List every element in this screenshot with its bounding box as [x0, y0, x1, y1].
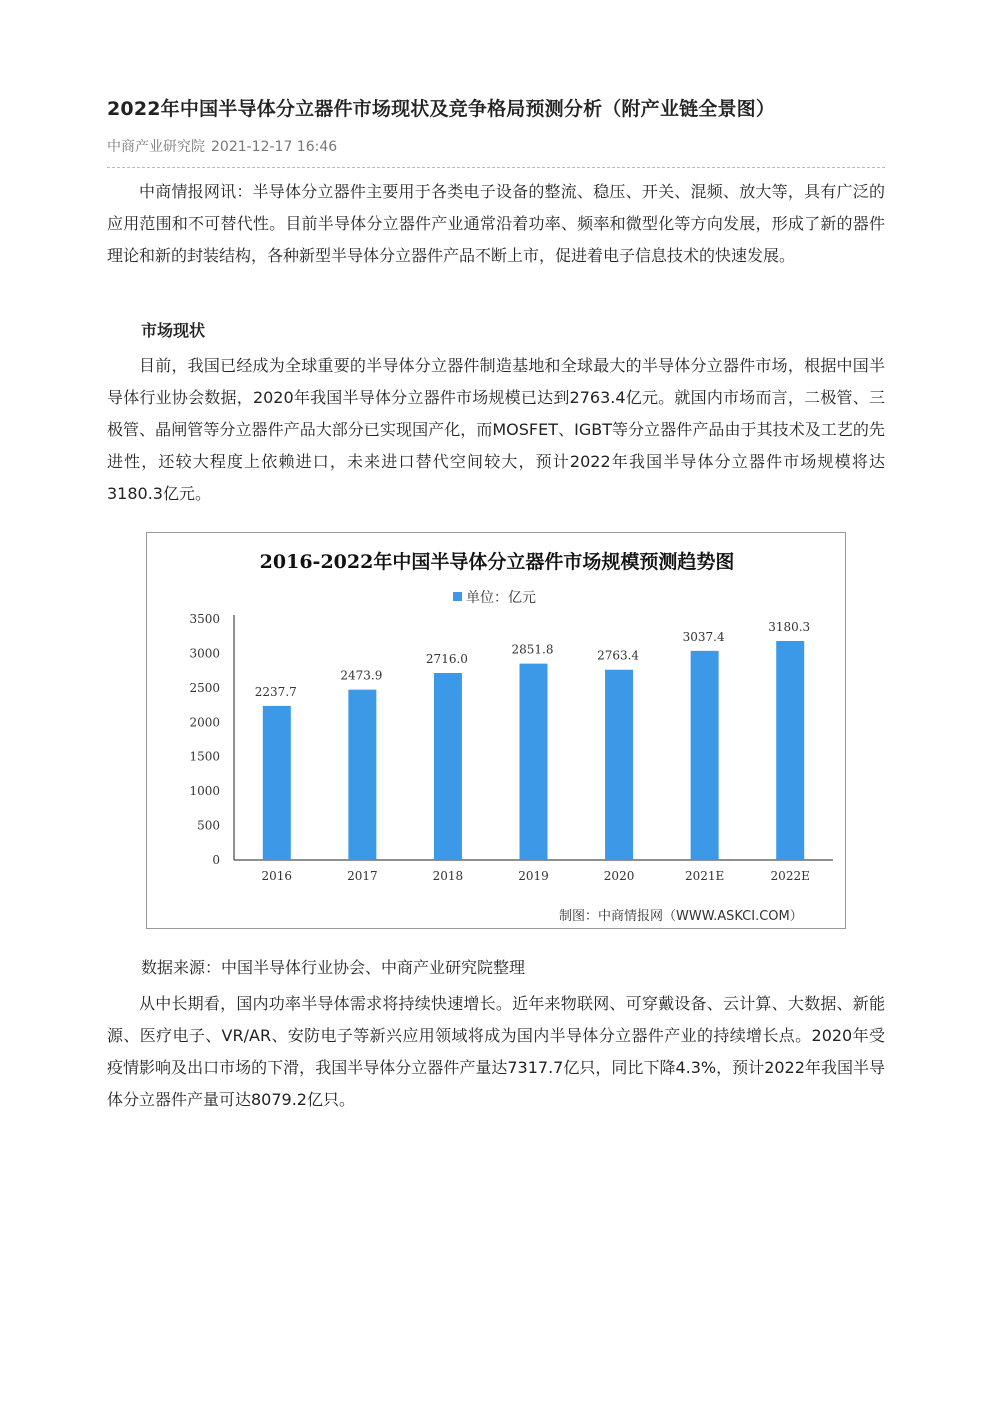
article-title: 2022年中国半导体分立器件市场现状及竞争格局预测分析（附产业链全景图）: [107, 98, 776, 120]
y-tick-label: 3000: [189, 646, 220, 661]
article-meta: [107, 136, 337, 156]
market-line: 我国半导体分立器件市场规模将达3180.3亿元。: [107, 452, 885, 503]
x-tick-label: 2020: [603, 869, 635, 883]
y-tick-label: 1500: [189, 749, 220, 764]
outlook-line: 长点。2020年受疫情影响及出口市场的下滑，我国半导体分立器件产量达7317.7亿只，同比下降: [107, 1026, 885, 1077]
outlook-line: 据、新能源、医疗电子、VR/AR、安防电子等新兴应用领域将成为国内半导体分立器件产业的持续增: [107, 994, 885, 1045]
chart-title: 2016-2022年中国半导体分立器件市场规模预测趋势图: [259, 551, 735, 573]
x-tick-label: 2021E: [684, 869, 725, 883]
x-tick-label: 2017: [347, 869, 378, 883]
bar: [434, 673, 462, 860]
x-tick-label: 2019: [518, 869, 549, 883]
data-source-note: 数据来源：中国半导体行业协会、中商产业研究院整理: [141, 958, 526, 977]
outlook-line: 4.3%，预计2022年我国半导体分立器件产量可达8079.2亿只。: [107, 1058, 885, 1109]
bar-value-label: 2473.9: [340, 668, 383, 683]
market-line: 目前，我国已经成为全球重要的半导体分立器件制造基地和全球最大的半导体分立器件市场，根: [139, 356, 821, 375]
outlook-paragraph: [107, 988, 885, 1116]
y-tick-label: 0: [212, 853, 220, 867]
intro-line: 中商情报网讯：半导体分立器件主要用于各类电子设备的整流、稳压、开关、混频、放大等，具: [139, 182, 821, 201]
bar-value-label: 2851.8: [511, 642, 554, 657]
bar-chart-plot: [147, 533, 846, 929]
market-paragraph: [107, 350, 885, 510]
market-line: 而言，二极管、三极管、晶闸管等分立器件产品大部分已实现国产化，而MOSFET、IGBT等分立器: [107, 388, 885, 439]
y-tick-label: 500: [197, 818, 220, 833]
intro-line: 展，形成了新的器件理论和新的封装结构，各种新型半导体分立器件产品不断上市，促进着电子信息: [107, 214, 885, 265]
section-heading: 市场现状: [141, 321, 206, 340]
bar: [348, 690, 376, 860]
intro-line: 有广泛的应用范围和不可替代性。目前半导体分立器件产业通常沿着功率、频率和微型化等方向发: [107, 182, 885, 233]
bar: [520, 664, 548, 860]
intro-paragraph: [107, 176, 885, 272]
bar: [605, 670, 633, 860]
y-tick-label: 2500: [189, 680, 220, 695]
bar-value-label: 2716.0: [425, 651, 468, 666]
market-line: 据中国半导体行业协会数据，2020年我国半导体分立器件市场规模已达到2763.4亿元。就国内市场: [107, 356, 885, 407]
legend-label: 单位：亿元: [466, 590, 536, 606]
bar: [776, 641, 804, 860]
outlook-line: 从中长期看，国内功率半导体需求将持续快速增长。近年来物联网、可穿戴设备、云计算、大数: [139, 994, 821, 1013]
intro-line: 技术的快速发展。: [667, 246, 796, 265]
y-tick-label: 1000: [189, 784, 220, 799]
publish-datetime: 2021-12-17 16:46: [211, 139, 338, 155]
x-tick-label: 2022E: [770, 869, 810, 883]
bar: [263, 706, 291, 860]
bar-value-label: 2237.7: [254, 684, 297, 699]
market-line: 件产品由于其技术及工艺的先进性，还较大程度上依赖进口，未来进口替代空间较大，预计2022年: [107, 420, 885, 471]
bar: [691, 651, 719, 860]
publisher-name: 中商产业研究院: [107, 139, 205, 155]
bar-value-label: 3180.3: [768, 620, 811, 635]
dashed-divider: [107, 167, 885, 168]
market-size-chart: [146, 532, 846, 929]
chart-credit: 制图：中商情报网（WWW.ASKCI.COM）: [559, 909, 803, 924]
bar-value-label: 2763.4: [597, 648, 640, 663]
x-tick-label: 2016: [261, 869, 293, 883]
x-tick-label: 2018: [432, 869, 464, 883]
bar-value-label: 3037.4: [682, 629, 725, 644]
y-tick-label: 3500: [189, 612, 220, 626]
y-tick-label: 2000: [189, 715, 220, 730]
